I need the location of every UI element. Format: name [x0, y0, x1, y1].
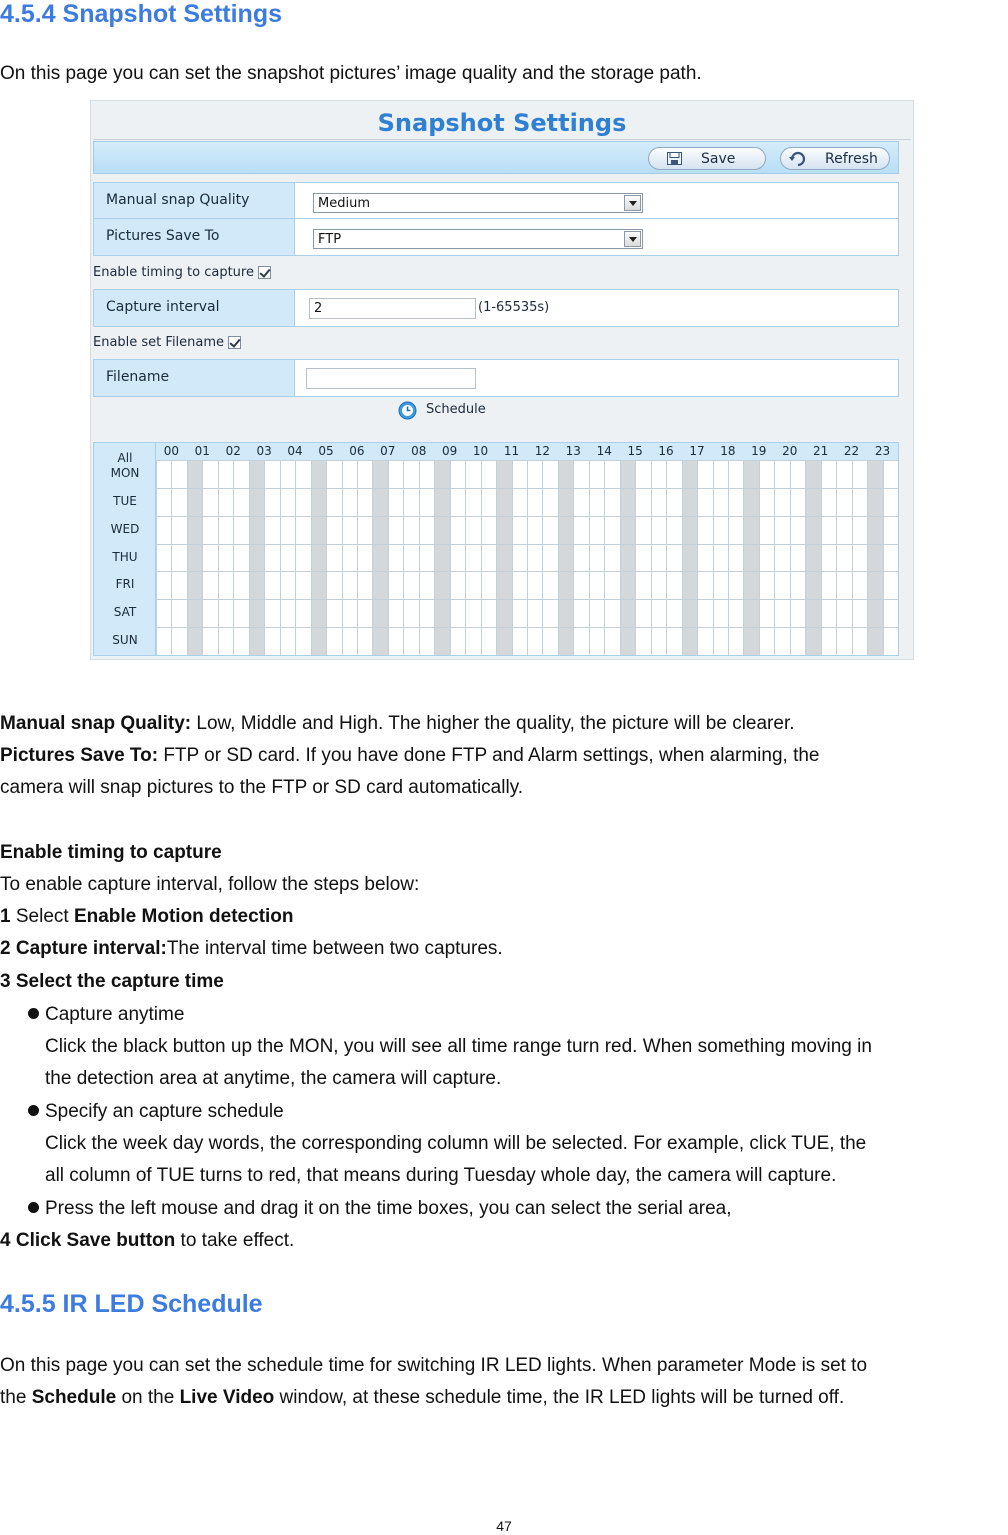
time-slot-column[interactable] — [434, 460, 449, 655]
time-slot-column[interactable] — [249, 460, 264, 655]
time-slot-column[interactable] — [496, 460, 511, 655]
bullet-capture-anytime — [28, 1004, 184, 1025]
time-slot-column[interactable] — [666, 460, 681, 655]
time-slot-column[interactable] — [836, 460, 851, 655]
time-slot-column[interactable] — [728, 460, 743, 655]
hour-header[interactable]: 07 — [380, 444, 396, 458]
filename-row — [93, 359, 899, 397]
save-icon — [667, 152, 682, 165]
chevron-down-icon[interactable] — [624, 195, 641, 211]
clock-icon — [398, 401, 417, 420]
save-to-paragraph — [0, 745, 820, 766]
save-button[interactable] — [648, 147, 766, 170]
grid-row-line — [156, 488, 898, 489]
hour-header[interactable]: 13 — [565, 444, 581, 458]
hour-header[interactable]: 21 — [812, 444, 829, 458]
manual-snap-quality-value: Medium — [318, 196, 370, 211]
grid-row-line — [156, 571, 898, 572]
time-slot-column[interactable] — [759, 460, 774, 655]
pictures-save-to-select[interactable] — [313, 229, 643, 249]
time-slot-column[interactable] — [465, 460, 480, 655]
step-2-bold: 2 Capture interval: — [0, 938, 167, 959]
day-label[interactable]: MON — [110, 466, 140, 480]
section-2-line-2-c: window, at these schedule time, the IR LED lights will be turned off. — [274, 1387, 845, 1408]
manual-snap-quality-label: Manual snap Quality — [94, 183, 295, 219]
hour-header[interactable]: 17 — [689, 444, 705, 458]
time-slot-column[interactable] — [651, 460, 666, 655]
save-to-text: FTP or SD card. If you have done FTP and Alarm settings, when alarming, the — [158, 745, 820, 766]
quality-bold: Manual snap Quality: — [0, 713, 192, 734]
day-label[interactable]: SAT — [113, 605, 137, 620]
hour-header[interactable]: 12 — [534, 444, 551, 458]
hour-header[interactable]: 22 — [843, 444, 860, 458]
hour-header[interactable]: 15 — [627, 444, 643, 458]
section-2-line-2 — [0, 1387, 844, 1408]
hour-header[interactable]: 01 — [194, 444, 210, 458]
snapshot-settings-screenshot — [90, 100, 914, 660]
time-slot-column[interactable] — [280, 460, 295, 655]
step-4-bold: 4 Click Save button — [0, 1230, 176, 1251]
time-slot-column[interactable] — [774, 460, 789, 655]
schedule-bold: Schedule — [31, 1387, 117, 1408]
bullet-1-title: Capture anytime — [45, 1004, 185, 1025]
time-slot-column[interactable] — [419, 460, 434, 655]
day-column — [94, 443, 156, 655]
step-4 — [0, 1230, 294, 1251]
time-slot-column[interactable] — [697, 460, 712, 655]
chevron-down-icon[interactable] — [624, 231, 641, 247]
capture-interval-row — [93, 289, 899, 327]
section-2-line-2-a: the — [0, 1387, 32, 1408]
bullet-2-title: Specify an capture schedule — [45, 1101, 284, 1122]
time-slot-column[interactable] — [821, 460, 836, 655]
time-slot-column[interactable] — [342, 460, 357, 655]
capture-interval-hint: (1-65535s) — [478, 300, 550, 315]
time-slot-column[interactable] — [357, 460, 372, 655]
enable-timing-line — [93, 265, 271, 280]
time-slot-column[interactable] — [713, 460, 728, 655]
bullet-icon — [28, 1105, 39, 1116]
refresh-icon — [789, 151, 807, 167]
hour-header[interactable]: 14 — [596, 444, 612, 458]
time-slot-column[interactable] — [295, 460, 310, 655]
save-to-paragraph-2: camera will snap pictures to the FTP or SD card automatically. — [0, 777, 524, 798]
enable-timing-heading — [0, 842, 222, 863]
enable-timing-checkbox[interactable] — [258, 266, 271, 279]
time-slot-column[interactable] — [156, 460, 171, 655]
time-slot-column[interactable] — [743, 460, 758, 655]
time-slot-column[interactable] — [171, 460, 186, 655]
time-slot-column[interactable] — [542, 460, 557, 655]
hour-header[interactable]: 16 — [658, 444, 674, 458]
grid-row-line — [156, 460, 898, 461]
live-video-bold: Live Video — [179, 1387, 275, 1408]
bullet-1-line-1: Click the black button up the MON, you will see all time range turn red. When something moving in — [45, 1036, 872, 1057]
time-slot-column[interactable] — [883, 460, 898, 655]
time-slot-column[interactable] — [372, 460, 387, 655]
section-title: 4.5.4 Snapshot Settings — [0, 0, 283, 28]
enable-timing-heading-text: Enable timing to capture — [0, 842, 222, 863]
time-slot-column[interactable] — [867, 460, 882, 655]
time-slot-column[interactable] — [682, 460, 697, 655]
time-slot-column[interactable] — [403, 460, 418, 655]
day-label[interactable]: THU — [112, 549, 138, 564]
filename-label: Filename — [94, 360, 295, 396]
enable-timing-intro: To enable capture interval, follow the steps below: — [0, 874, 420, 895]
all-button[interactable]: All — [117, 451, 133, 465]
time-slot-column[interactable] — [604, 460, 619, 655]
quality-paragraph — [0, 713, 795, 734]
page-number: 47 — [496, 1518, 512, 1534]
grid-row-line — [156, 599, 898, 600]
capture-interval-input[interactable]: 2 — [309, 298, 476, 319]
intro-text: On this page you can set the snapshot pictures’ image quality and the storage path. — [0, 63, 702, 84]
hour-header[interactable]: 18 — [720, 444, 736, 458]
step-2 — [0, 938, 503, 959]
time-slot-column[interactable] — [805, 460, 820, 655]
day-label[interactable]: WED — [110, 521, 140, 536]
time-cells[interactable] — [156, 460, 898, 655]
title-divider — [93, 139, 911, 140]
save-to-bold: Pictures Save To: — [0, 745, 159, 766]
enable-filename-label: Enable set Filename — [93, 335, 225, 350]
time-slot-column[interactable] — [573, 460, 588, 655]
hour-header[interactable]: 03 — [256, 444, 272, 458]
hour-header[interactable]: 20 — [782, 444, 798, 458]
hour-header[interactable]: 19 — [751, 444, 767, 458]
time-slot-column[interactable] — [450, 460, 465, 655]
time-slot-column[interactable] — [218, 460, 233, 655]
enable-timing-label: Enable timing to capture — [93, 265, 254, 280]
time-slot-column[interactable] — [481, 460, 496, 655]
enable-filename-line — [93, 335, 241, 350]
refresh-button[interactable] — [780, 147, 890, 170]
bullet-1-line-2: the detection area at anytime, the camera will capture. — [45, 1068, 502, 1089]
hour-header[interactable]: 23 — [874, 444, 891, 458]
step-3-bold: 3 Select the capture time — [0, 971, 224, 992]
pictures-save-to-label: Pictures Save To — [94, 219, 295, 255]
toolbar — [93, 141, 899, 174]
filename-input[interactable] — [306, 368, 476, 389]
grid-header — [94, 443, 898, 460]
section-2-line-2-b: on the — [116, 1387, 180, 1408]
time-slot-column[interactable] — [388, 460, 403, 655]
step-4-text: to take effect. — [175, 1230, 295, 1251]
time-slot-column[interactable] — [233, 460, 248, 655]
step-1-number: 1 — [0, 906, 11, 927]
bullet-2-line-1: Click the week day words, the corresponding column will be selected. For example, click TUE, the — [45, 1133, 867, 1154]
hour-header[interactable]: 05 — [318, 444, 334, 458]
save-label: Save — [701, 151, 736, 167]
bullet-3-text: Press the left mouse and drag it on the time boxes, you can select the serial area, — [45, 1198, 732, 1219]
schedule-button[interactable] — [426, 402, 486, 417]
section-2-line-1: On this page you can set the schedule time for switching IR LED lights. When parameter Mode is set to — [0, 1355, 868, 1376]
refresh-label: Refresh — [825, 151, 878, 167]
time-slot-column[interactable] — [635, 460, 650, 655]
schedule-label: Schedule — [426, 402, 486, 417]
day-label[interactable]: TUE — [113, 493, 137, 508]
time-slot-column[interactable] — [620, 460, 635, 655]
time-slot-column[interactable] — [264, 460, 279, 655]
step-1 — [0, 906, 294, 927]
time-slot-column[interactable] — [790, 460, 805, 655]
grid-row-line — [156, 627, 898, 628]
time-slot-column[interactable] — [512, 460, 527, 655]
hour-header[interactable]: 06 — [349, 444, 365, 458]
step-2-text: The interval time between two captures. — [166, 938, 503, 959]
pictures-save-to-row — [93, 218, 899, 256]
manual-snap-quality-select[interactable] — [313, 193, 643, 213]
bullet-2-line-2: all column of TUE turns to red, that means during Tuesday whole day, the camera will capture. — [45, 1165, 837, 1186]
day-label[interactable]: SUN — [112, 633, 138, 648]
enable-filename-checkbox[interactable] — [228, 336, 241, 349]
step-1-bold: Enable Motion detection — [73, 906, 294, 927]
hour-header[interactable]: 08 — [411, 444, 427, 458]
bullet-drag — [28, 1198, 732, 1219]
hour-header[interactable]: 04 — [287, 444, 303, 458]
day-label[interactable]: FRI — [115, 577, 135, 592]
hour-header[interactable]: 11 — [503, 444, 520, 458]
step-1-text: Select — [10, 906, 74, 927]
hour-header[interactable]: 00 — [163, 444, 180, 458]
time-slot-column[interactable] — [527, 460, 542, 655]
time-slot-column[interactable] — [589, 460, 604, 655]
grid-row-line — [156, 544, 898, 545]
quality-text: Low, Middle and High. The higher the quality, the picture will be clearer. — [191, 713, 795, 734]
bullet-specify-schedule — [28, 1101, 284, 1122]
hour-header[interactable]: 10 — [472, 444, 489, 458]
section-2-title: 4.5.5 IR LED Schedule — [0, 1290, 263, 1318]
step-3 — [0, 971, 224, 992]
grid-row-line — [156, 516, 898, 517]
bullet-icon — [28, 1202, 39, 1213]
screenshot-title: Snapshot Settings — [377, 109, 627, 137]
time-slot-column[interactable] — [187, 460, 202, 655]
schedule-grid — [93, 442, 899, 656]
time-slot-column[interactable] — [311, 460, 326, 655]
time-slot-column[interactable] — [852, 460, 867, 655]
pictures-save-to-value: FTP — [318, 232, 342, 247]
time-slot-column[interactable] — [326, 460, 341, 655]
hour-header[interactable]: 09 — [441, 444, 458, 458]
bullet-icon — [28, 1008, 39, 1019]
time-slot-column[interactable] — [202, 460, 217, 655]
capture-interval-label: Capture interval — [94, 290, 295, 326]
hour-header[interactable]: 02 — [225, 444, 241, 458]
time-slot-column[interactable] — [558, 460, 573, 655]
manual-snap-quality-row — [93, 182, 899, 220]
